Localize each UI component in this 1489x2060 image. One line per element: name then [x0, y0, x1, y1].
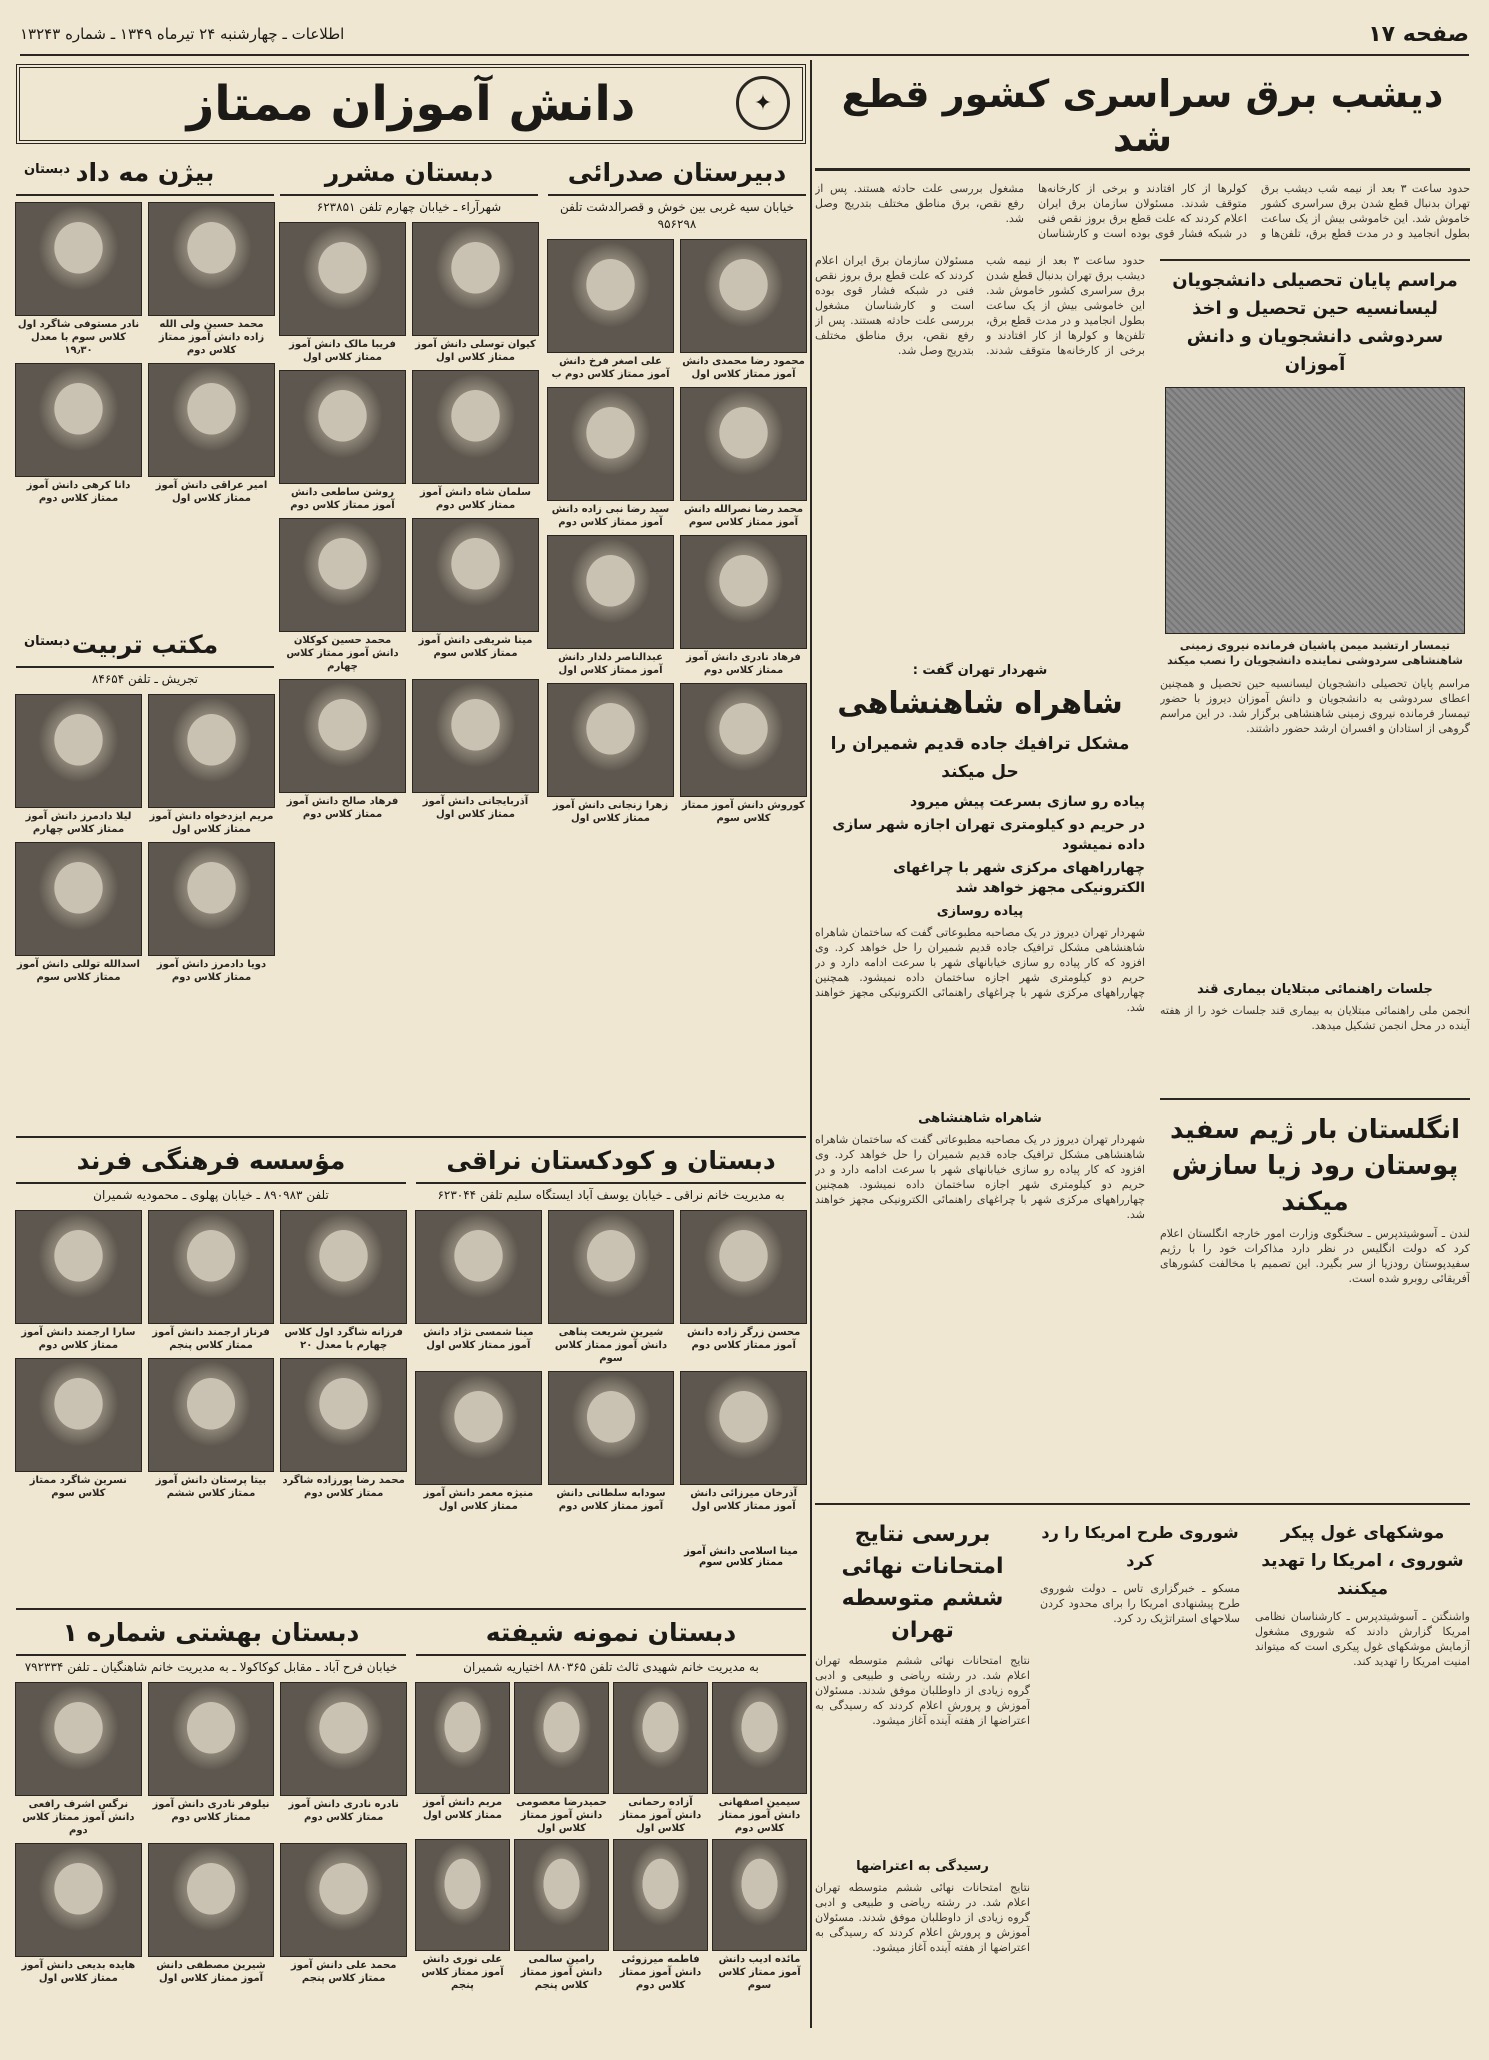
school-address: به مدیریت خانم نراقی ـ خیابان یوسف آباد ایستگاه سلیم تلفن ۶۲۳۰۴۴ — [437, 1188, 785, 1202]
rule — [16, 1136, 806, 1138]
student-caption: سودابه سلطانی دانش آموز ممتاز کلاس دوم — [556, 1488, 666, 1512]
student-caption: محمود رضا محمدی دانش آموز ممتاز کلاس اول — [682, 356, 805, 380]
student-photo — [148, 1682, 275, 1796]
student-card — [416, 1682, 509, 1835]
student-photo — [548, 1371, 675, 1485]
ceremony-article — [1160, 253, 1470, 1088]
student-caption: روشن ساطعی دانش آموز ممتاز کلاس دوم — [290, 487, 395, 511]
exam-text: نتایج امتحانات نهائی ششم متوسطه تهران اعلام شد. در رشته ریاضی و طبیعی و ادبی گروه زیادی از داوطلبان موفق شدند. مسئولان آموزش و پرورش اعلام کردند که رسیدگی به اعتراضها از هفته آینده آغاز میشود. — [815, 1654, 1030, 1727]
student-caption: لیلا دادمرز دانش آموز ممتاز کلاس چهارم — [25, 811, 132, 835]
news-section — [815, 58, 1470, 2028]
student-card — [549, 1371, 674, 1513]
student-photo — [547, 239, 674, 353]
student-photo — [712, 1839, 807, 1951]
soviet-plan-headline: شوروی طرح امریکا را رد کرد — [1041, 1523, 1239, 1570]
student-card — [681, 239, 806, 381]
highway-subsection-expressway: شاهراه شاهنشاهی — [918, 1111, 1042, 1126]
student-photo — [148, 202, 275, 316]
student-grid — [16, 1682, 406, 1985]
student-card — [413, 679, 538, 821]
school-name: دبیرستان صدرائی — [548, 156, 806, 196]
student-caption: نسرین شاگرد ممتاز کلاس سوم — [29, 1475, 127, 1499]
student-photo — [680, 1210, 807, 1324]
student-caption: آزاده رحمانی دانش آموز ممتاز کلاس اول — [619, 1797, 702, 1834]
student-photo — [15, 694, 142, 808]
student-caption: سلمان شاه دانش آموز ممتاز کلاس دوم — [420, 487, 531, 511]
student-card — [681, 683, 806, 825]
top-students-section — [16, 58, 806, 2028]
ceremony-photo-caption: تیمسار ارتشبد میمن پاشیان فرمانده نیروی زمینی شاهنشاهی سردوشی نماینده دانشجویان را نصب میکند — [1167, 639, 1463, 667]
student-card — [16, 202, 141, 357]
student-card — [16, 363, 141, 505]
student-photo — [148, 1358, 275, 1472]
student-photo — [415, 1682, 510, 1794]
highway-body-text: شهردار تهران دیروز در یک مصاحبه مطبوعاتی گفت که ساختمان شاهراه شاهنشاهی مشکل ترافیک جاده قدیم شمیران را حل خواهد کرد. وی افزود که کار پیاده رو سازی خیابانهای شهر با سرعت ادامه دارد و در حریم دو کیلومتری شهر اجازه ساختمان داده نمیشود. همچنین چهارراههای مرکزی شهر با چراغهای راهنمائی الکترونیکی مجهز خواهند شد. — [815, 926, 1145, 1014]
student-caption: نرگس اشرف رافعی دانش آموز ممتاز کلاس دوم — [22, 1799, 135, 1836]
student-photo — [547, 683, 674, 797]
school-beheshti-1 — [16, 1616, 406, 2026]
section-divider — [810, 60, 812, 2028]
school-name: دبستان مشرر — [280, 156, 538, 196]
student-photo — [547, 535, 674, 649]
student-caption: هایده بدیعی دانش آموز ممتاز کلاس اول — [21, 1960, 136, 1984]
student-photo — [514, 1682, 609, 1794]
soviet-plan-text: مسکو ـ خبرگزاری تاس ـ دولت شوروی طرح پیشنهادی امریکا را برای محدود کردن سلاحهای استراتژیک رد کرد. — [1040, 1582, 1240, 1625]
exam-article — [815, 1513, 1030, 2013]
student-grid — [548, 239, 806, 825]
missiles-article — [1255, 1513, 1470, 2013]
student-card — [681, 1210, 806, 1365]
school-address: شهرآراء ـ خیابان چهارم تلفن ۶۲۳۸۵۱ — [316, 200, 502, 214]
student-caption: فرهاد صالح دانش آموز ممتاز کلاس دوم — [286, 796, 399, 820]
rule — [16, 1608, 806, 1610]
student-caption: محمد حسین ولی الله زاده دانش آموز ممتاز کلاس دوم — [158, 319, 265, 356]
school-name: دبستان و کودکستان نراقی — [416, 1144, 806, 1184]
school-name: مؤسسه فرهنگی فرند — [16, 1144, 406, 1184]
school-maktab-tarbiat — [16, 628, 274, 1128]
student-card — [681, 387, 806, 529]
ceremony-text: مراسم پایان تحصیلی دانشجویان لیسانسیه حین تحصیل و همچنین اعطای سردوشی به دانشجویان و دانش آموزان دیروز با حضور تیمسار فرمانده نیروی زمینی شاهنشاهی برگزار شد. در این مراسم گروهی از استادان و افسران ارشد حضور داشتند. — [1160, 677, 1470, 735]
ceremony-photo — [1165, 387, 1465, 634]
student-caption: مریم ایزدخواه دانش آموز ممتاز کلاس اول — [149, 811, 274, 835]
school-address: به مدیریت خانم شهیدی ثالث تلفن ۸۸۰۳۶۵ اختیاریه شمیران — [463, 1660, 759, 1674]
student-card — [413, 222, 538, 364]
student-card — [614, 1839, 707, 1992]
student-card — [548, 535, 673, 677]
student-photo — [15, 1358, 142, 1472]
student-caption: علی اصغر فرخ دانش آموز ممتاز کلاس دوم ب — [551, 356, 670, 380]
student-caption: شیرین شریعت پناهی دانش آموز ممتاز کلاس سوم — [554, 1327, 668, 1364]
rule — [1160, 1098, 1470, 1100]
school-address: خیابان فرح آباد ـ مقابل کوکاکولا ـ به مدیریت خانم شاهنگیان ـ تلفن ۷۹۲۳۳۴ — [24, 1660, 398, 1674]
student-card — [549, 1210, 674, 1365]
lead-headline: دیشب برق سراسری کشور قطع شد — [815, 72, 1470, 171]
student-caption: مائده ادیب دانش آموز ممتاز کلاس سوم — [718, 1954, 801, 1991]
student-card — [149, 842, 274, 984]
student-photo — [280, 1682, 407, 1796]
student-photo — [712, 1682, 807, 1794]
student-card — [413, 370, 538, 512]
school-shifteh — [416, 1616, 806, 2026]
student-caption: اسدالله توللی دانش آموز ممتاز کلاس سوم — [17, 959, 140, 983]
student-card — [515, 1682, 608, 1835]
student-caption: فرزانه شاگرد اول کلاس چهارم با معدل ۲۰ — [284, 1327, 403, 1351]
school-sadraei — [548, 156, 806, 1126]
student-caption: محسن زرگر زاده دانش آموز ممتاز کلاس دوم — [687, 1327, 801, 1351]
student-photo — [415, 1839, 510, 1951]
student-caption: نادره نادری دانش آموز ممتاز کلاس دوم — [288, 1799, 399, 1823]
student-caption: آذربایجانی دانش آموز ممتاز کلاس اول — [422, 796, 529, 820]
lead-article-text: حدود ساعت ۳ بعد از نیمه شب دیشب برق تهران بدنبال قطع شدن برق سراسری کشور خاموش شد. این خاموشی بیش از یک ساعت بطول انجامید و در مدت قطع برق، تلفن‌ها و کولرها از کار افتادند و برخی از کارخانه‌ها متوقف شدند. مسئولان سازمان برق ایران اعلام کردند که علت قطع برق بروز نقص فنی در شبکه فشار قوی بوده است و کارشناسان مشغول بررسی علت حادثه هستند. پس از رفع نقص، برق مناطق مختلف بتدریج وصل شد. — [815, 182, 1470, 240]
highway-kicker: شهردار تهران گفت : — [912, 663, 1048, 678]
student-card — [280, 679, 405, 821]
school-name: بیژن مه داد — [16, 156, 274, 196]
student-card — [281, 1210, 406, 1352]
student-card — [548, 683, 673, 825]
student-photo — [15, 1843, 142, 1957]
student-caption: حمیدرضا معصومی دانش آموز ممتاز کلاس اول — [516, 1797, 607, 1834]
student-photo — [15, 842, 142, 956]
student-caption: رامین سالمی دانش آموز ممتاز کلاس پنجم — [520, 1954, 603, 1991]
highway-headline: شاهراه شاهنشاهی — [837, 686, 1123, 721]
school-bijan-mehdad — [16, 156, 274, 596]
student-card — [149, 363, 274, 505]
student-photo — [613, 1839, 708, 1951]
exam-headline: بررسی نتایج امتحانات نهائی ششم متوسطه تهران — [841, 1522, 1004, 1643]
student-grid — [416, 1682, 806, 1992]
student-photo — [680, 683, 807, 797]
student-card — [280, 518, 405, 673]
masthead-line: اطلاعات ـ چهارشنبه ۲۴ تیرماه ۱۳۴۹ ـ شماره ۱۳۲۴۳ — [20, 25, 345, 43]
missiles-text: واشنگتن ـ آسوشیتدپرس ـ کارشناسان نظامی امریکا گزارش دادند که شوروی مشغول آزمایش موشکهای غول پیکری است که میتواند امنیت امریکا را تهدید کند. — [1255, 1610, 1470, 1668]
england-article — [1160, 1106, 1470, 1466]
students-banner-title: دانش آموزان ممتاز — [186, 76, 636, 132]
student-caption: منیژه معمر دانش آموز ممتاز کلاس اول — [423, 1488, 534, 1512]
school-name: دبستان بهشتی شماره ۱ — [16, 1616, 406, 1656]
student-photo — [680, 1371, 807, 1485]
exam-text-2: نتایج امتحانات نهائی ششم متوسطه تهران اعلام شد. در رشته ریاضی و طبیعی و ادبی گروه زیادی از داوطلبان موفق شدند. مسئولان آموزش و پرورش اعلام کردند که رسیدگی به اعتراضها از هفته آینده آغاز میشود. — [815, 1881, 1030, 1954]
student-card — [149, 694, 274, 836]
student-photo — [280, 1210, 407, 1324]
highway-intro-text: حدود ساعت ۳ بعد از نیمه شب دیشب برق تهران بدنبال قطع شدن برق سراسری کشور خاموش شد. این خاموشی بیش از یک ساعت بطول انجامید و در مدت قطع برق، تلفن‌ها و کولرها از کار افتادند و برخی از کارخانه‌ها متوقف شدند. مسئولان سازمان برق ایران اعلام کردند که علت قطع برق بروز نقص فنی در شبکه فشار قوی بوده است و کارشناسان مشغول بررسی علت حادثه هستند. پس از رفع نقص، برق مناطق مختلف بتدریج وصل شد. — [815, 254, 1145, 357]
highway-subhead: مشکل ترافیك جاده قدیم شمیران را حل میکند — [830, 734, 1130, 782]
page-number: صفحه ۱۷ — [1368, 21, 1469, 47]
student-photo — [148, 1210, 275, 1324]
highway-bullet-1: پیاده رو سازی بسرعت پیش میرود — [909, 794, 1145, 810]
student-photo — [680, 239, 807, 353]
school-name: مکتب تربیت — [16, 628, 274, 668]
emblem-icon: ✦ — [736, 76, 790, 130]
student-caption: فاطمه میرزوئی دانش آموز ممتاز کلاس دوم — [619, 1954, 702, 1991]
student-card — [281, 1682, 406, 1837]
soviet-plan-article — [1040, 1513, 1240, 2013]
student-photo — [279, 518, 406, 632]
student-caption: امیر عراقی دانش آموز ممتاز کلاس اول — [155, 480, 268, 504]
student-photo — [15, 1210, 142, 1324]
student-card — [149, 1210, 274, 1352]
student-photo — [279, 679, 406, 793]
student-card — [681, 535, 806, 677]
school-naraghi-extra — [676, 1546, 806, 1568]
student-caption: دانا کرهی دانش آموز ممتاز کلاس دوم — [26, 480, 131, 504]
student-card — [515, 1839, 608, 1992]
student-photo — [148, 1843, 275, 1957]
student-grid — [16, 1210, 406, 1500]
school-naraghi — [416, 1144, 806, 1599]
student-caption: فریبا مالک دانش آموز ممتاز کلاس اول — [289, 339, 396, 363]
student-card — [548, 387, 673, 529]
school-moshrer — [280, 156, 538, 1126]
students-banner — [16, 64, 806, 144]
student-caption: سید رضا نبی زاده دانش آموز ممتاز کلاس دوم — [551, 504, 670, 528]
school-address: خیابان سیه غربی بین خوش و قصرالدشت تلفن ۹۵۶۲۹۸ — [559, 200, 795, 231]
school-type-label: دبستان — [24, 634, 71, 649]
highway-bullet-3: چهارراههای مرکزی شهر با چراغهای الکترونیکی مجهز خواهد شد — [893, 860, 1145, 896]
student-card — [681, 1371, 806, 1513]
student-photo — [613, 1682, 708, 1794]
student-caption: مینا شریفی دانش آموز ممتاز کلاس سوم — [418, 635, 533, 659]
student-caption: محمد رضا نصرالله دانش آموز ممتاز کلاس سوم — [683, 504, 804, 528]
student-caption: مریم دانش آموز ممتاز کلاس اول — [422, 1797, 503, 1821]
student-card — [614, 1682, 707, 1835]
student-card — [713, 1682, 806, 1835]
exam-subhead: رسیدگی به اعتراضها — [856, 1859, 989, 1874]
student-caption: بیتا پرستان دانش آموز ممتاز کلاس ششم — [155, 1475, 267, 1499]
student-card — [16, 1843, 141, 1985]
student-card — [280, 370, 405, 512]
student-photo — [279, 222, 406, 336]
student-card — [713, 1839, 806, 1992]
student-photo — [415, 1371, 542, 1485]
student-caption: محمد حسین کوکلان دانش آموز ممتاز کلاس چهارم — [286, 635, 399, 672]
student-photo — [280, 1358, 407, 1472]
school-name: دبستان نمونه شیفته — [416, 1616, 806, 1656]
student-photo — [412, 679, 539, 793]
school-type-label: دبستان — [24, 162, 71, 177]
student-card — [16, 1358, 141, 1500]
student-card — [548, 239, 673, 381]
student-card — [16, 1682, 141, 1837]
highway-subsection-walkways: پیاده روسازی — [936, 904, 1024, 919]
highway-bullet-2: در حریم دو کیلومتری تهران اجازه شهر سازی داده نمیشود — [832, 817, 1145, 853]
student-grid — [416, 1210, 806, 1513]
student-card — [416, 1839, 509, 1992]
highway-body-text-2: شهردار تهران دیروز در یک مصاحبه مطبوعاتی گفت که ساختمان شاهراه شاهنشاهی مشکل ترافیک جاده قدیم شمیران را حل خواهد کرد. وی افزود که کار پیاده رو سازی خیابانهای شهر با سرعت ادامه دارد و در حریم دو کیلومتری شهر اجازه ساختمان داده نمیشود. همچنین چهارراههای مرکزی شهر با چراغهای راهنمائی الکترونیکی مجهز خواهند شد. — [815, 1133, 1145, 1221]
student-photo — [15, 1682, 142, 1796]
student-card — [149, 1843, 274, 1985]
student-caption: محمد علی دانش آموز ممتاز کلاس پنجم — [290, 1960, 397, 1984]
student-caption: نیلوفر نادری دانش آموز ممتاز کلاس دوم — [152, 1799, 270, 1823]
student-photo — [412, 518, 539, 632]
ceremony-headline: مراسم پایان تحصیلی دانشجویان لیسانسیه حین تحصیل و اخذ سردوشی دانشجویان و دانش آموزان — [1160, 259, 1470, 379]
student-card — [280, 222, 405, 364]
student-card — [149, 1358, 274, 1500]
student-photo — [548, 1210, 675, 1324]
missiles-headline: موشکهای غول پیکر شوروی ، امریکا را تهدید میکنند — [1261, 1523, 1464, 1599]
student-grid — [16, 694, 274, 984]
page-header-bar — [20, 14, 1469, 56]
student-caption: نادر مستوفی شاگرد اول کلاس سوم با معدل ۱۹٫۳۰ — [17, 319, 140, 356]
student-photo — [415, 1210, 542, 1324]
student-card — [149, 1682, 274, 1837]
illness-meetings-title: جلسات راهنمائی مبتلایان بیماری قند — [1197, 982, 1433, 997]
student-caption: فرناز ارجمند دانش آموز ممتاز کلاس پنجم — [152, 1327, 270, 1351]
student-caption: سارا ارجمند دانش آموز ممتاز کلاس دوم — [21, 1327, 136, 1351]
student-card — [16, 1210, 141, 1352]
student-photo — [514, 1839, 609, 1951]
student-photo — [15, 202, 142, 316]
student-caption: آذرخان میرزائی دانش آموز ممتاز کلاس اول — [690, 1488, 798, 1512]
student-caption: زهرا زنجانی دانش آموز ممتاز کلاس اول — [552, 800, 669, 824]
student-photo — [412, 222, 539, 336]
student-photo — [680, 535, 807, 649]
england-text: لندن ـ آسوشیتدپرس ـ سخنگوی وزارت امور خارجه انگلستان اعلام کرد که دولت انگلیس در نظر دارد مذاکرات خود را با رژیم سفیدپوستان رودزیا از سر بگیرد. این تصمیم با مخالفت کشورهای آفریقائی روبرو شده است. — [1160, 1227, 1470, 1285]
student-caption: علی نوری دانش آموز ممتاز کلاس پنجم — [421, 1954, 504, 1991]
student-photo — [412, 370, 539, 484]
rule — [815, 1503, 1470, 1505]
student-photo — [279, 370, 406, 484]
student-caption: فرهاد نادری دانش آموز ممتاز کلاس دوم — [686, 652, 801, 676]
student-photo — [148, 842, 275, 956]
student-card — [281, 1358, 406, 1500]
student-caption: مینا شمسی نژاد دانش آموز ممتاز کلاس اول — [423, 1327, 534, 1351]
student-caption: دویا دادمرز دانش آموز ممتاز کلاس دوم — [156, 959, 267, 983]
student-photo — [680, 387, 807, 501]
student-caption: مینا اسلامی دانش آموز ممتاز کلاس سوم — [684, 1546, 798, 1568]
student-caption: عبدالناصر دلدار دانش آموز ممتاز کلاس اول — [558, 652, 663, 676]
student-photo — [148, 363, 275, 477]
student-caption: کیوان توسلی دانش آموز ممتاز کلاس اول — [415, 339, 536, 363]
student-card — [416, 1371, 541, 1513]
student-card — [413, 518, 538, 673]
student-photo — [148, 694, 275, 808]
student-card — [416, 1210, 541, 1365]
student-caption: سیمین اصفهانی دانش آموز ممتاز کلاس دوم — [718, 1797, 801, 1834]
student-card — [149, 202, 274, 357]
highway-article — [815, 253, 1145, 1503]
student-card — [281, 1843, 406, 1985]
student-photo — [547, 387, 674, 501]
student-card — [16, 694, 141, 836]
student-card — [16, 842, 141, 984]
school-address: تلفن ۸۹۰۹۸۳ ـ خیابان پهلوی ـ محمودیه شمیران — [93, 1188, 329, 1202]
student-grid — [280, 222, 538, 821]
england-headline: انگلستان بار ژیم سفید پوستان رود زیا سازش میکند — [1169, 1115, 1461, 1217]
student-photo — [280, 1843, 407, 1957]
student-grid — [16, 202, 274, 505]
illness-meetings-text: انجمن ملی راهنمائی مبتلایان به بیماری قند جلسات خود را از هفته آینده در محل انجمن تشکیل میدهد. — [1160, 1004, 1470, 1032]
school-address: تجریش ـ تلفن ۸۴۶۵۴ — [91, 672, 199, 686]
student-caption: کوروش دانش آموز ممتاز کلاس سوم — [682, 800, 805, 824]
student-photo — [15, 363, 142, 477]
school-farand — [16, 1144, 406, 1599]
student-caption: شیرین مصطفی دانش آموز ممتاز کلاس اول — [156, 1960, 266, 1984]
student-caption: محمد رضا پورزاده شاگرد ممتاز کلاس دوم — [282, 1475, 405, 1499]
